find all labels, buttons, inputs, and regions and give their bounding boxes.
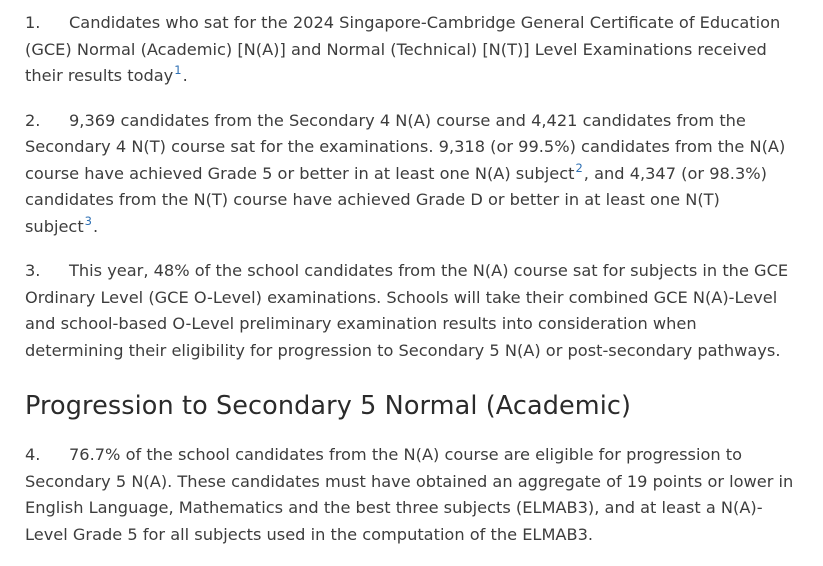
paragraph-number: 2.	[25, 110, 41, 130]
paragraph-number: 3.	[25, 261, 41, 280]
footnote-link-1[interactable]: 1	[174, 63, 182, 77]
paragraph-4	[25, 442, 795, 548]
paragraph-number: 1.	[25, 13, 41, 32]
paragraph-text: This year, 48% of the school candidates from the N(A) course sat for subjects in the GCE Ordinary Level (GCE O-Level) examinations. Schools will take their combined GCE N(A)-Level and school-based O-Level preliminary examination results into consideration when determining their eligibility for progression to Secondary 5 N(A) or post-secondary pathways.	[25, 261, 789, 360]
footnote-link-2[interactable]: 2	[575, 160, 583, 175]
paragraph-text: Candidates who sat for the 2024 Singapore-Cambridge General Certificate of Education (GCE) Normal (Academic) [N(A)] and Normal (Technical) [N(T)] Level Examinations received their results today	[25, 13, 781, 85]
paragraph-text-cont: , and 4,347 (or 98.3%) candidates from the N(T) course have achieved Grade D or better in at least one N(T) subject	[25, 163, 767, 236]
paragraph-text-end: .	[182, 66, 188, 85]
paragraph-text: 9,369 candidates from the Secondary 4 N(A) course and 4,421 candidates from the Secondary 4 N(T) course sat for the examinations. 9,318 (or 99.5%) candidates from the N(A) course have achieved Grade 5 or better in at least one N(A) subject	[25, 110, 786, 183]
paragraph-1	[25, 10, 795, 90]
article-body	[25, 10, 795, 566]
footnote-link-3[interactable]: 3	[84, 213, 92, 228]
paragraph-2	[25, 108, 795, 241]
paragraph-number: 4.	[25, 445, 41, 464]
paragraph-text-end: .	[93, 216, 99, 236]
section-heading: Progression to Secondary 5 Normal (Academic)	[25, 391, 632, 421]
paragraph-3	[25, 258, 795, 364]
paragraph-text: 76.7% of the school candidates from the N(A) course are eligible for progression to Secondary 5 N(A). These candidates must have obtained an aggregate of 19 points or lower in English Language, Mathematics and the best three subjects (ELMAB3), and at least a N(A)-Level Grade 5 for all subjects used in the computation of the ELMAB3.	[25, 445, 794, 544]
